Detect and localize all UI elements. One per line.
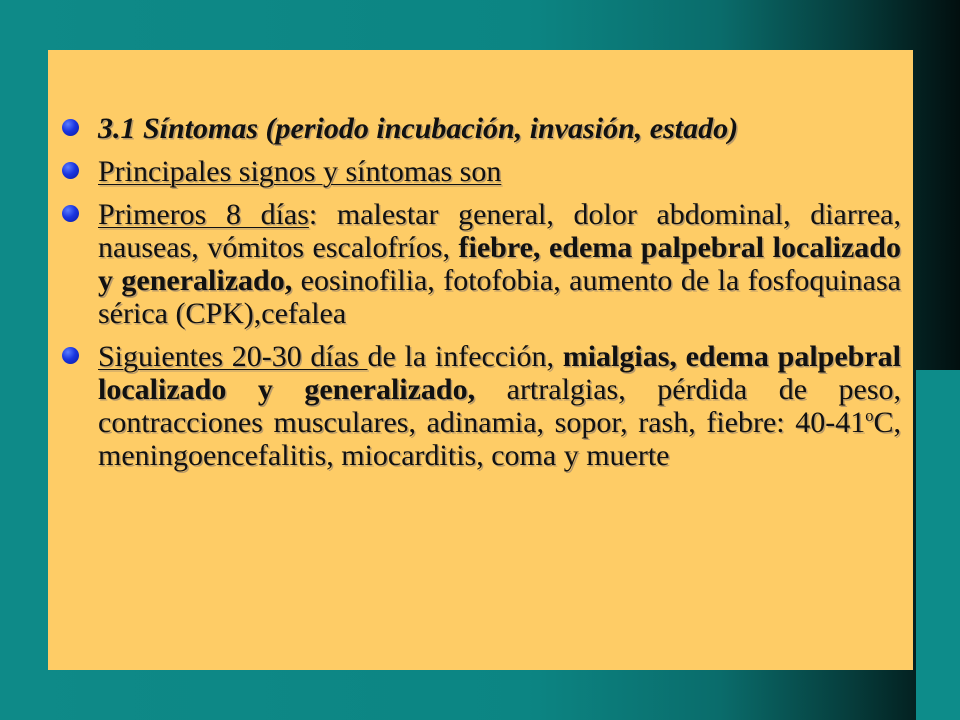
list-item-following-days	[48, 340, 901, 472]
content-panel	[48, 50, 913, 670]
bullet-icon	[62, 347, 79, 364]
bullet-icon	[62, 162, 79, 179]
following-days-intro: de la infección,	[367, 340, 563, 373]
following-days-label: Siguientes 20-30 días	[98, 340, 368, 373]
following-days-end: C, meningoencefalitis, miocarditis, coma y muerte	[98, 406, 901, 472]
following-days-key-symptoms: mialgias, edema palpebral localizado y generalizado,	[98, 340, 901, 406]
symptoms-heading: 3.1 Síntomas (periodo incubación, invasión, estado)	[98, 112, 739, 145]
list-item-main-signs	[48, 155, 901, 188]
teal-accent-block	[916, 370, 960, 720]
list-item-symptoms-heading	[48, 112, 901, 145]
following-days-text	[98, 340, 901, 472]
main-signs-text	[98, 155, 901, 188]
bullet-icon	[62, 119, 79, 136]
degree-superscript: o	[865, 406, 874, 425]
first-days-key-symptoms: fiebre, edema palpebral localizado y generalizado,	[98, 231, 901, 297]
main-signs-label: Principales signos y síntomas son	[98, 155, 502, 188]
first-days-symptoms: : malestar general, dolor abdominal, diarrea, nauseas, vómitos escalofríos,	[98, 198, 901, 264]
first-days-more-symptoms: eosinofilia, fotofobia, aumento de la fosfoquinasa sérica (CPK),cefalea	[98, 264, 901, 330]
first-days-text	[98, 198, 901, 330]
first-days-label: Primeros 8 días	[98, 198, 309, 231]
list-item-first-days	[48, 198, 901, 330]
following-days-symptoms: artralgias, pérdida de peso, contracciones musculares, adinamia, sopor, rash, fiebre: 40-41	[98, 373, 901, 439]
bullet-icon	[62, 205, 79, 222]
